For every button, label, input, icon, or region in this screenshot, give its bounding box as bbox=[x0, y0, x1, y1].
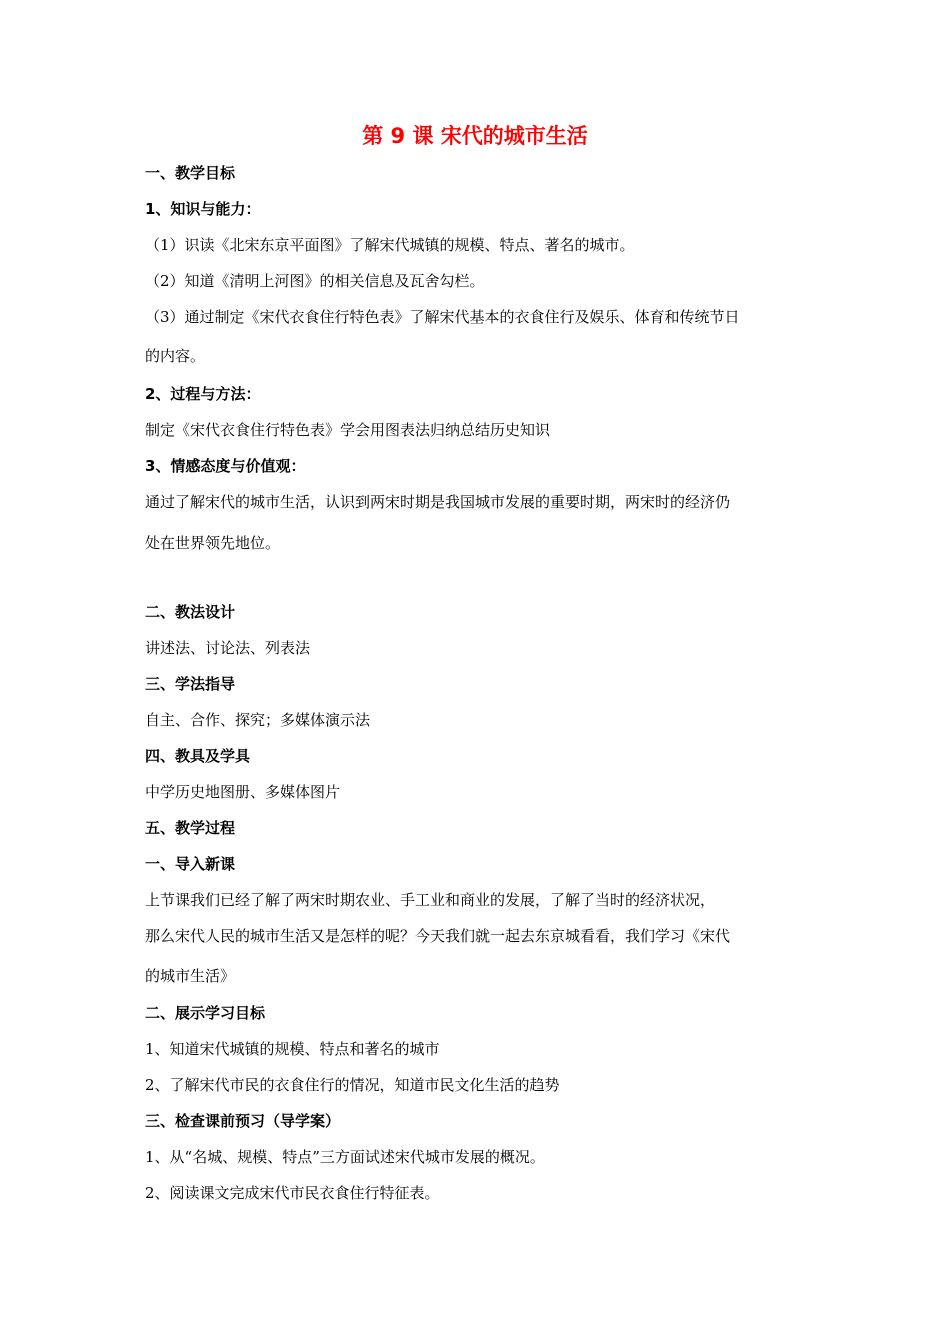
paragraph-line: 通过了解宋代的城市生活，认识到两宋时期是我国城市发展的重要时期，两宋时的经济仍 bbox=[145, 493, 731, 511]
paragraph-line: （1）识读《北宋东京平面图》了解宋代城镇的规模、特点、著名的城市。 bbox=[145, 236, 635, 254]
paragraph-line: 1、从“名城、规模、特点”三方面试述宋代城市发展的概况。 bbox=[145, 1148, 545, 1166]
paragraph-line: 2、了解宋代市民的衣食住行的情况，知道市民文化生活的趋势 bbox=[145, 1076, 560, 1094]
paragraph-line: 2、阅读课文完成宋代市民衣食住行特征表。 bbox=[145, 1184, 440, 1202]
heading-teaching-method: 二、教法设计 bbox=[145, 603, 236, 621]
paragraph-line: 自主、合作、探究；多媒体演示法 bbox=[145, 711, 371, 729]
paragraph-line: 制定《宋代衣食住行特色表》学会用图表法归纳总结历史知识 bbox=[145, 421, 551, 439]
heading-study-guidance: 三、学法指导 bbox=[145, 675, 236, 693]
subheading-knowledge-ability: 1、知识与能力： bbox=[145, 200, 261, 218]
paragraph-line: 中学历史地图册、多媒体图片 bbox=[145, 783, 341, 801]
paragraph-line: 处在世界领先地位。 bbox=[145, 534, 281, 552]
paragraph-line: 的内容。 bbox=[145, 347, 206, 365]
heading-teaching-tools: 四、教具及学具 bbox=[145, 747, 251, 765]
paragraph-line: （2）知道《清明上河图》的相关信息及瓦舍勾栏。 bbox=[145, 272, 485, 290]
subheading-learning-goals: 二、展示学习目标 bbox=[145, 1004, 266, 1022]
subheading-process-method: 2、过程与方法： bbox=[145, 385, 261, 403]
subheading-preview-check: 三、检查课前预习（导学案） bbox=[145, 1112, 341, 1130]
subheading-emotion-values: 3、情感态度与价值观： bbox=[145, 457, 306, 475]
paragraph-line: 那么宋代人民的城市生活又是怎样的呢？今天我们就一起去东京城看看，我们学习《宋代 bbox=[145, 927, 731, 945]
paragraph-line: （3）通过制定《宋代衣食住行特色表》了解宋代基本的衣食住行及娱乐、体育和传统节日 bbox=[145, 308, 740, 326]
heading-teaching-process: 五、教学过程 bbox=[145, 819, 236, 837]
heading-teaching-goals: 一、教学目标 bbox=[145, 164, 236, 182]
subheading-introduction: 一、导入新课 bbox=[145, 855, 236, 873]
paragraph-line: 1、知道宋代城镇的规模、特点和著名的城市 bbox=[145, 1040, 440, 1058]
paragraph-line: 上节课我们已经了解了两宋时期农业、手工业和商业的发展，了解了当时的经济状况， bbox=[145, 891, 716, 909]
paragraph-line: 的城市生活》 bbox=[145, 967, 236, 985]
lesson-title: 第 9 课 宋代的城市生活 bbox=[362, 124, 588, 148]
paragraph-line: 讲述法、讨论法、列表法 bbox=[145, 639, 311, 657]
